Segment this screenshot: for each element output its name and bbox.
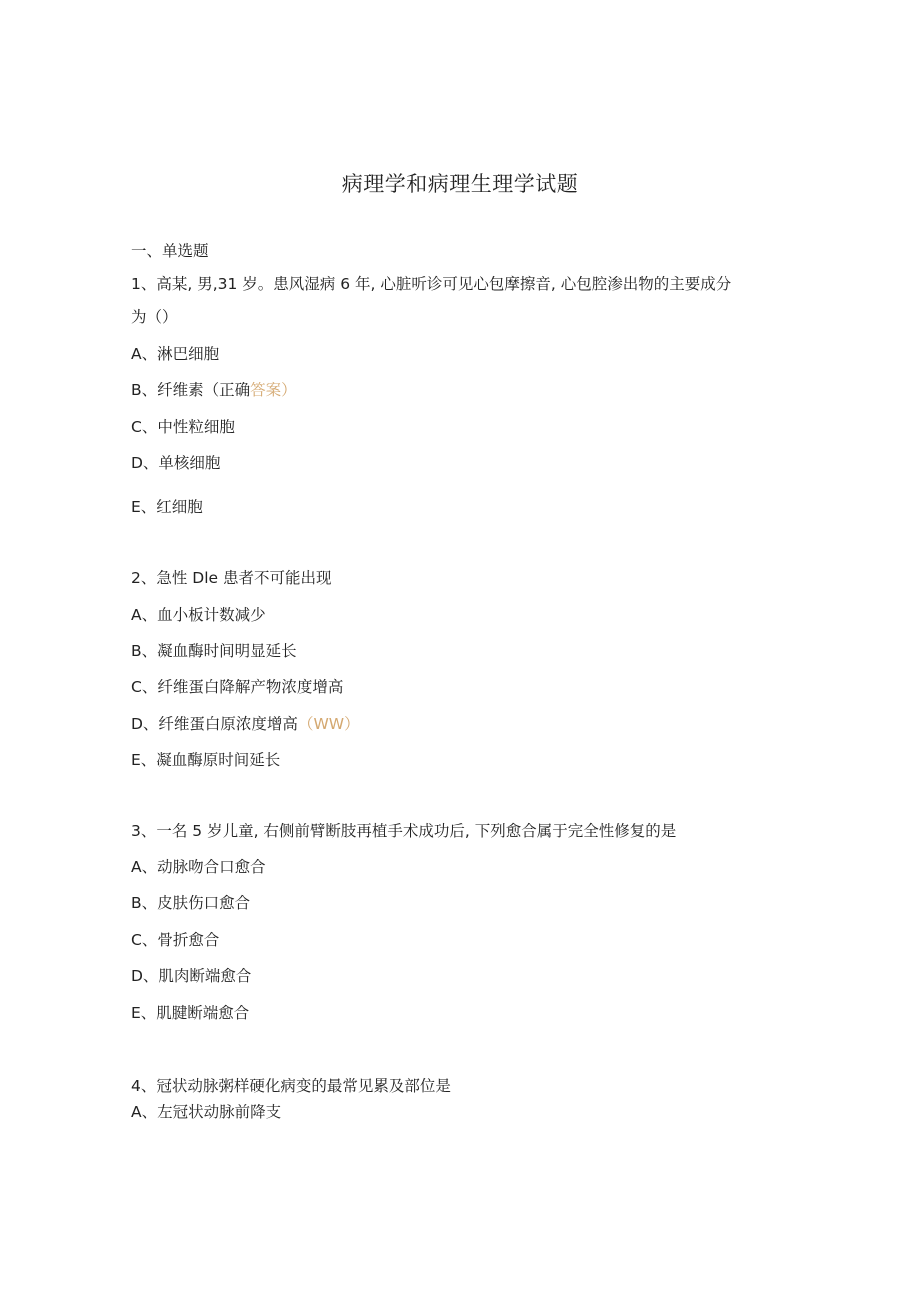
question-2-option-a: A、血小板计数减少 bbox=[131, 606, 266, 624]
question-1-option-a: A、淋巴细胞 bbox=[131, 345, 220, 363]
question-1-option-d: D、单核细胞 bbox=[131, 454, 221, 472]
document-title: 病理学和病理生理学试题 bbox=[341, 172, 579, 196]
question-2-option-c: C、纤维蛋白降解产物浓度增高 bbox=[131, 678, 344, 696]
question-3-option-a: A、动脉吻合口愈合 bbox=[131, 858, 266, 876]
answer-mark: （WW） bbox=[297, 715, 360, 733]
question-3-option-b: B、皮肤伤口愈合 bbox=[131, 894, 251, 912]
option-text: D、纤维蛋白原浓度增高 bbox=[131, 715, 298, 733]
question-1-stem-continued: 为（） bbox=[131, 308, 178, 326]
question-4-option-a: A、左冠状动脉前降支 bbox=[131, 1103, 282, 1121]
question-1-option-b bbox=[131, 379, 297, 401]
question-3-option-d: D、肌肉断端愈合 bbox=[131, 967, 252, 985]
question-3-option-c: C、骨折愈合 bbox=[131, 931, 220, 949]
option-text: B、纤维素（正确 bbox=[131, 381, 251, 399]
question-4-stem: 4、冠状动脉粥样硬化病变的最常见累及部位是 bbox=[131, 1077, 451, 1095]
question-3-stem: 3、一名 5 岁儿童, 右侧前臂断肢再植手术成功后, 下列愈合属于完全性修复的是 bbox=[131, 822, 677, 840]
answer-mark: 答案） bbox=[250, 381, 297, 399]
question-2-option-d bbox=[131, 713, 360, 735]
question-1-option-e: E、红细胞 bbox=[131, 498, 203, 516]
question-3-option-e: E、肌腱断端愈合 bbox=[131, 1004, 250, 1022]
question-2-option-e: E、凝血酶原时间延长 bbox=[131, 751, 281, 769]
question-2-option-b: B、凝血酶时间明显延长 bbox=[131, 642, 297, 660]
question-1-option-c: C、中性粒细胞 bbox=[131, 418, 235, 436]
section-heading: 一、单选题 bbox=[131, 242, 209, 260]
question-1-stem: 1、高某, 男,31 岁。患风湿病 6 年, 心脏听诊可见心包摩擦音, 心包腔渗出物的主要成分 bbox=[131, 275, 732, 293]
question-2-stem: 2、急性 Dle 患者不可能出现 bbox=[131, 569, 332, 587]
